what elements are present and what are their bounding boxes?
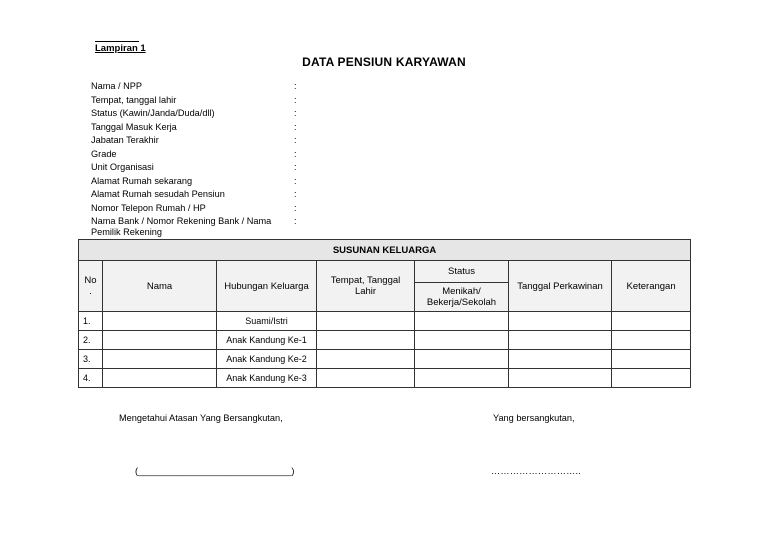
cell-keterangan [612, 331, 691, 350]
field-colon: : [294, 148, 297, 159]
field-colon: : [294, 121, 297, 132]
col-header-keterangan: Keterangan [612, 261, 691, 312]
field-label: Alamat Rumah sesudah Pensiun [91, 189, 225, 199]
page-title-text: DATA PENSIUN KARYAWAN [302, 55, 466, 69]
cell-hubungan: Anak Kandung Ke-3 [217, 369, 317, 388]
field-colon: : [294, 94, 297, 105]
cell-tempat-tanggal-lahir [317, 369, 415, 388]
cell-tanggal-perkawinan [509, 350, 612, 369]
field-colon: : [294, 108, 297, 118]
cell-keterangan [612, 369, 691, 388]
col-header-hubungan: Hubungan Keluarga [217, 261, 317, 312]
family-table [78, 239, 691, 388]
lampiran-label: Lampiran 1 [95, 43, 146, 54]
field-colon: : [294, 202, 297, 213]
table-row [79, 331, 691, 350]
cell-hubungan: Anak Kandung Ke-1 [217, 331, 317, 350]
field-label: Jabatan Terakhir [91, 135, 159, 145]
col-header-tanggal-perkawinan: Tanggal Perkawinan [509, 261, 612, 312]
cell-tanggal-perkawinan [509, 331, 612, 350]
table-row [79, 369, 691, 388]
col-header-tempat-tanggal-lahir: Tempat, Tanggal Lahir [317, 261, 415, 312]
cell-hubungan: Anak Kandung Ke-2 [217, 350, 317, 369]
cell-nama [103, 331, 217, 350]
lampiran-overline [95, 41, 139, 42]
field-colon: : [294, 175, 297, 186]
field-colon: : [294, 135, 297, 145]
col-header-status: Status [415, 261, 509, 283]
field-label: Tanggal Masuk Kerja [91, 121, 177, 132]
table-row [79, 350, 691, 369]
table-row [79, 312, 691, 331]
signature-supervisor-label: Mengetahui Atasan Yang Bersangkutan, [119, 413, 283, 423]
signature-supervisor-line: (______________________________) [135, 466, 295, 476]
field-label: Nama Bank / Nomor Rekening Bank / Nama Pemilik Rekening [91, 216, 272, 237]
cell-tanggal-perkawinan [509, 312, 612, 331]
field-colon: : [294, 81, 297, 91]
cell-no: 2. [79, 331, 103, 350]
cell-status [415, 369, 509, 388]
col-header-nama: Nama [103, 261, 217, 312]
cell-nama [103, 369, 217, 388]
cell-tempat-tanggal-lahir [317, 350, 415, 369]
cell-no: 1. [79, 312, 103, 331]
cell-status [415, 350, 509, 369]
cell-hubungan: Suami/Istri [217, 312, 317, 331]
cell-status [415, 331, 509, 350]
field-colon: : [294, 216, 297, 226]
field-label: Grade [91, 148, 117, 159]
cell-status [415, 312, 509, 331]
page-title [0, 55, 768, 69]
cell-nama [103, 312, 217, 331]
field-label: Nama / NPP [91, 81, 143, 91]
cell-tanggal-perkawinan [509, 369, 612, 388]
cell-keterangan [612, 350, 691, 369]
field-label: Status (Kawin/Janda/Duda/dll) [91, 108, 215, 118]
table-group-title: SUSUNAN KELUARGA [79, 240, 691, 261]
cell-no: 3. [79, 350, 103, 369]
cell-no: 4. [79, 369, 103, 388]
cell-keterangan [612, 312, 691, 331]
cell-tempat-tanggal-lahir [317, 312, 415, 331]
field-label: Alamat Rumah sekarang [91, 175, 193, 186]
signature-employee-line: ……………………….. [491, 466, 581, 476]
field-label: Tempat, tanggal lahir [91, 94, 177, 105]
field-colon: : [294, 162, 297, 172]
field-label: Nomor Telepon Rumah / HP [91, 202, 206, 213]
cell-nama [103, 350, 217, 369]
col-header-no: No . [79, 261, 103, 312]
field-colon: : [294, 189, 297, 199]
field-label: Unit Organisasi [91, 162, 154, 172]
cell-tempat-tanggal-lahir [317, 331, 415, 350]
signature-employee-label: Yang bersangkutan, [493, 413, 575, 423]
col-header-status-sub: Menikah/ Bekerja/Sekolah [415, 283, 509, 312]
